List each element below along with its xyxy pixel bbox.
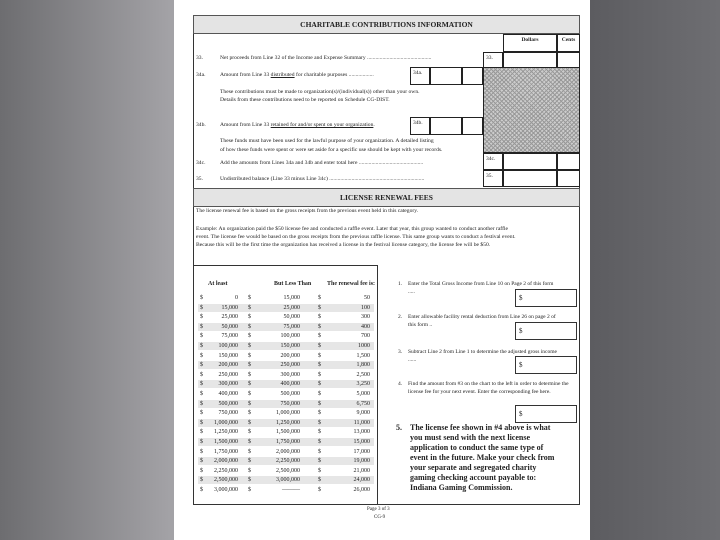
line-num: 34a. — [196, 72, 206, 78]
fee-cell: 200,000 — [280, 352, 300, 359]
fee-cell: ——— — [282, 487, 300, 493]
fee-cell: 100 — [361, 304, 370, 311]
note-34a: These contributions must be made to organization(s)/(individual(s)) other than your own. — [220, 89, 420, 95]
currency-symbol: $ — [318, 487, 321, 493]
fee-row — [198, 352, 374, 360]
currency-symbol: $ — [248, 391, 251, 397]
currency-symbol: $ — [248, 295, 251, 301]
fee-cell: 25,000 — [221, 314, 238, 321]
page-number: Page 3 of 3 — [367, 507, 390, 512]
fee-cell: 1,250,000 — [214, 429, 238, 436]
text: distributed — [270, 72, 295, 78]
fee-cell: 2,500 — [356, 371, 370, 378]
example-line: event. The license fee would be based on the gross receipts from the previous raffle license. This same group wants to conduct a festival event. — [196, 234, 516, 240]
step-number: 4. — [398, 381, 403, 387]
fee-cell: 3,000,000 — [276, 477, 300, 484]
fee-row — [198, 457, 374, 465]
text: . — [373, 122, 375, 128]
line-35-label: Undistributed balance (Line 33 minus Line 34c) .................................................................... — [220, 176, 425, 182]
step-text: Enter the Total Gross Income from Line 10 on Page 2 of this form ..... — [408, 281, 554, 295]
step-number: 1. — [398, 281, 403, 287]
currency-symbol: $ — [248, 419, 251, 426]
currency-symbol: $ — [248, 487, 251, 493]
fee-cell: 250,000 — [280, 362, 300, 369]
fee-cell: 100,000 — [280, 333, 300, 340]
fee-cell: 1,500,000 — [276, 429, 300, 436]
line-num: 34b. — [196, 122, 206, 128]
fee-row — [198, 448, 374, 456]
fee-cell: 2,000,000 — [214, 458, 238, 465]
text: Amount from Line 33 — [220, 122, 271, 128]
currency-symbol: $ — [200, 458, 203, 465]
line-34b-box-label: 34b. — [410, 117, 430, 135]
line-num: 35. — [196, 176, 203, 182]
step-number: 5. — [396, 423, 402, 432]
step-number: 2. — [398, 314, 403, 320]
step-2-amount-input[interactable]: $ — [515, 322, 577, 340]
line-33-cents-input[interactable] — [557, 52, 580, 68]
section-title-license: LICENSE RENEWAL FEES — [193, 188, 580, 207]
fee-cell: 50,000 — [221, 323, 238, 330]
currency-symbol: $ — [318, 477, 321, 484]
fee-cell: 1,800 — [356, 362, 370, 369]
fee-row — [198, 419, 374, 427]
fee-cell: 24,000 — [353, 477, 370, 484]
currency-symbol: $ — [248, 352, 251, 359]
step-number: 3. — [398, 349, 403, 355]
fee-cell: 6,750 — [356, 400, 370, 407]
fee-row — [198, 323, 374, 331]
currency-symbol: $ — [248, 381, 251, 388]
fee-cell: 750,000 — [280, 400, 300, 407]
currency-symbol: $ — [200, 448, 203, 455]
fee-cell: 2,500,000 — [214, 477, 238, 484]
fee-cell: 75,000 — [283, 323, 300, 330]
fee-cell: 9,000 — [356, 410, 370, 417]
fee-row — [198, 332, 374, 340]
fee-cell: 1,250,000 — [276, 419, 300, 426]
currency-symbol: $ — [248, 400, 251, 407]
currency-symbol: $ — [318, 391, 321, 397]
currency-symbol: $ — [200, 410, 203, 417]
line-34c-box-label: 34c. — [483, 153, 503, 170]
currency-symbol: $ — [318, 352, 321, 359]
line-34c-cents-input[interactable] — [557, 153, 580, 170]
fee-cell: 13,000 — [353, 429, 370, 436]
note-34b: of how these funds were spent or were set aside for a specific use should be kept with your records. — [220, 147, 443, 153]
currency-symbol: $ — [200, 429, 203, 436]
step-4-amount-input[interactable]: $ — [515, 405, 577, 423]
col-header: At least — [208, 281, 228, 287]
currency-symbol: $ — [318, 314, 321, 321]
fee-cell: 25,000 — [283, 304, 300, 311]
currency-symbol: $ — [318, 304, 321, 311]
fee-cell: 15,000 — [283, 295, 300, 301]
text: retained for and/or spent on your organization — [270, 122, 374, 128]
currency-symbol: $ — [318, 400, 321, 407]
fee-cell: 1,500,000 — [214, 439, 238, 445]
line-33-dollars-input[interactable] — [503, 52, 557, 68]
fee-cell: 400,000 — [280, 381, 300, 388]
fee-cell: 400 — [361, 323, 370, 330]
fee-cell: 17,000 — [353, 448, 370, 455]
currency-symbol: $ — [200, 304, 203, 311]
step-text: The license fee shown in #4 above is what you must send with the next license application to conduct the same type of event in the future. Make your check from your separate and segregated charity gaming checking account payable to: Indiana Gaming Commission. — [410, 423, 555, 492]
currency-symbol: $ — [200, 391, 203, 397]
fee-cell: 50 — [364, 295, 370, 301]
currency-symbol: $ — [318, 343, 321, 349]
currency-symbol: $ — [318, 410, 321, 417]
hatched-area — [483, 67, 580, 153]
currency-symbol: $ — [200, 477, 203, 484]
currency-symbol: $ — [248, 429, 251, 436]
currency-symbol: $ — [200, 352, 203, 359]
currency-symbol: $ — [318, 381, 321, 388]
line-34a-box-label: 34a. — [410, 67, 430, 85]
fee-cell: 1,750,000 — [214, 448, 238, 455]
currency-symbol: $ — [200, 439, 203, 445]
fee-cell: 15,000 — [221, 304, 238, 311]
fee-cell: 250,000 — [218, 371, 238, 378]
fee-cell: 1,000,000 — [276, 410, 300, 417]
fee-row — [198, 400, 374, 408]
currency-symbol: $ — [318, 362, 321, 369]
line-35-box-label: 35. — [483, 170, 503, 187]
step-text: Find the amount from #3 on the chart to the left in order to determine the license fee for your next event. Enter the corresponding fee here. — [408, 381, 569, 395]
fee-row — [198, 409, 374, 417]
fee-cell: 1,750,000 — [276, 439, 300, 445]
line-33-label: Net proceeds from Line 32 of the Income and Expense Summary .............................................. — [220, 55, 432, 61]
currency-symbol: $ — [200, 362, 203, 369]
currency-symbol: $ — [318, 458, 321, 465]
fee-table — [193, 265, 378, 505]
fee-cell: 300,000 — [280, 371, 300, 378]
fee-row — [198, 371, 374, 379]
step-text: Subtract Line 2 from Line 1 to determine the adjusted gross income ...... — [408, 349, 557, 363]
currency-symbol: $ — [248, 439, 251, 445]
currency-symbol: $ — [318, 371, 321, 378]
currency-symbol: $ — [318, 295, 321, 301]
currency-symbol: $ — [248, 410, 251, 417]
currency-symbol: $ — [200, 419, 203, 426]
currency-symbol: $ — [248, 362, 251, 369]
fee-cell: 26,000 — [353, 487, 370, 493]
line-34a-label — [220, 72, 374, 78]
fee-row — [198, 342, 374, 350]
fee-row — [198, 390, 374, 398]
currency-symbol: $ — [248, 458, 251, 465]
fee-cell: 1,000,000 — [214, 419, 238, 426]
fee-cell: 50,000 — [283, 314, 300, 321]
line-34a-cents-input[interactable] — [462, 67, 483, 85]
fee-cell: 300 — [361, 314, 370, 321]
fee-cell: 300,000 — [218, 381, 238, 388]
fee-row — [198, 438, 374, 446]
currency-symbol: $ — [200, 314, 203, 321]
currency-symbol: $ — [318, 333, 321, 340]
line-num: 34c. — [196, 160, 206, 166]
line-35-cents-input[interactable] — [557, 170, 580, 187]
fee-cell: 700 — [361, 333, 370, 340]
fee-cell: 200,000 — [218, 362, 238, 369]
cents-header: Cents — [557, 34, 580, 52]
fee-cell: 500,000 — [280, 391, 300, 397]
currency-symbol: $ — [248, 323, 251, 330]
fee-cell: 750,000 — [218, 410, 238, 417]
fee-row — [198, 304, 374, 312]
currency-symbol: $ — [248, 333, 251, 340]
line-35-dollars-input[interactable] — [503, 170, 557, 187]
form-code: CG-9 — [374, 515, 386, 520]
fee-cell: 5,000 — [356, 391, 370, 397]
text: for charitable purposes .................. — [294, 72, 374, 78]
currency-symbol: $ — [200, 400, 203, 407]
fee-row — [198, 428, 374, 436]
currency-symbol: $ — [248, 343, 251, 349]
currency-symbol: $ — [248, 304, 251, 311]
currency-symbol: $ — [248, 448, 251, 455]
fee-cell: 2,500,000 — [276, 467, 300, 474]
section-title-charitable: CHARITABLE CONTRIBUTIONS INFORMATION — [193, 15, 580, 34]
currency-symbol: $ — [200, 343, 203, 349]
line-34c-dollars-input[interactable] — [503, 153, 557, 170]
currency-symbol: $ — [318, 429, 321, 436]
currency-symbol: $ — [318, 448, 321, 455]
fee-row — [198, 486, 374, 494]
fee-row — [198, 294, 374, 302]
fee-cell: 150,000 — [218, 352, 238, 359]
currency-symbol: $ — [248, 371, 251, 378]
document-page — [174, 0, 590, 540]
line-33-box-label: 33. — [483, 52, 503, 68]
step-1-amount-input[interactable]: $ — [515, 289, 577, 307]
line-34b-cents-input[interactable] — [462, 117, 483, 135]
fee-cell: 500,000 — [218, 400, 238, 407]
example-line: Because this will be the first time the organization has received a license in the festival license category, the license fee will be $50. — [196, 242, 491, 248]
fee-cell: 3,250 — [356, 381, 370, 388]
fee-row — [198, 361, 374, 369]
fee-cell: 75,000 — [221, 333, 238, 340]
col-header: But Less Than — [274, 281, 312, 287]
fee-cell: 2,250,000 — [214, 467, 238, 474]
currency-symbol: $ — [318, 467, 321, 474]
fee-cell: 21,000 — [353, 467, 370, 474]
note-34b: These funds must have been used for the lawful purpose of your organization. A detailed listing — [220, 138, 434, 144]
fee-cell: 100,000 — [218, 343, 238, 349]
col-header: The renewal fee is: — [327, 281, 376, 287]
fee-cell: 2,250,000 — [276, 458, 300, 465]
currency-symbol: $ — [200, 371, 203, 378]
fee-cell: 19,000 — [353, 458, 370, 465]
fee-cell: 15,000 — [353, 439, 370, 445]
example-line: Example: An organization paid the $50 license fee and conducted a raffle event. Later that year, this group wanted to conduct another raffle — [196, 226, 508, 232]
currency-symbol: $ — [248, 467, 251, 474]
fee-cell: 11,000 — [353, 419, 370, 426]
fee-cell: 1,500 — [356, 352, 370, 359]
fee-row — [198, 467, 374, 475]
fee-cell: 1000 — [358, 343, 370, 349]
currency-symbol: $ — [318, 419, 321, 426]
line-34a-dollars-input[interactable] — [430, 67, 462, 85]
line-34c-label: Add the amounts from Lines 34a and 34b and enter total here .............................................. — [220, 160, 424, 166]
currency-symbol: $ — [200, 323, 203, 330]
currency-symbol: $ — [248, 314, 251, 321]
fee-row — [198, 380, 374, 388]
note-34a: Details from these contributions need to be reported on Schedule CG-DIST. — [220, 97, 390, 103]
fee-cell: 3,000,000 — [214, 487, 238, 493]
fee-row — [198, 313, 374, 321]
line-34b-label — [220, 122, 375, 128]
line-34b-dollars-input[interactable] — [430, 117, 462, 135]
fee-cell: 2,000,000 — [276, 448, 300, 455]
step-3-amount-input[interactable]: $ — [515, 356, 577, 374]
currency-symbol: $ — [200, 487, 203, 493]
fee-cell: 0 — [235, 295, 238, 301]
currency-symbol: $ — [200, 295, 203, 301]
license-intro: The license renewal fee is based on the gross receipts from the previous event held in this category. — [196, 208, 419, 214]
currency-symbol: $ — [318, 323, 321, 330]
currency-symbol: $ — [200, 467, 203, 474]
currency-symbol: $ — [200, 333, 203, 340]
currency-symbol: $ — [248, 477, 251, 484]
text: Amount from Line 33 — [220, 72, 271, 78]
fee-cell: 400,000 — [218, 391, 238, 397]
currency-symbol: $ — [200, 381, 203, 388]
fee-row — [198, 476, 374, 484]
currency-symbol: $ — [318, 439, 321, 445]
step-text: Enter allowable facility rental deduction from Line 26 on page 2 of this form .. — [408, 314, 556, 328]
dollars-header: Dollars — [503, 34, 557, 52]
line-num: 33. — [196, 55, 203, 61]
fee-cell: 150,000 — [280, 343, 300, 349]
